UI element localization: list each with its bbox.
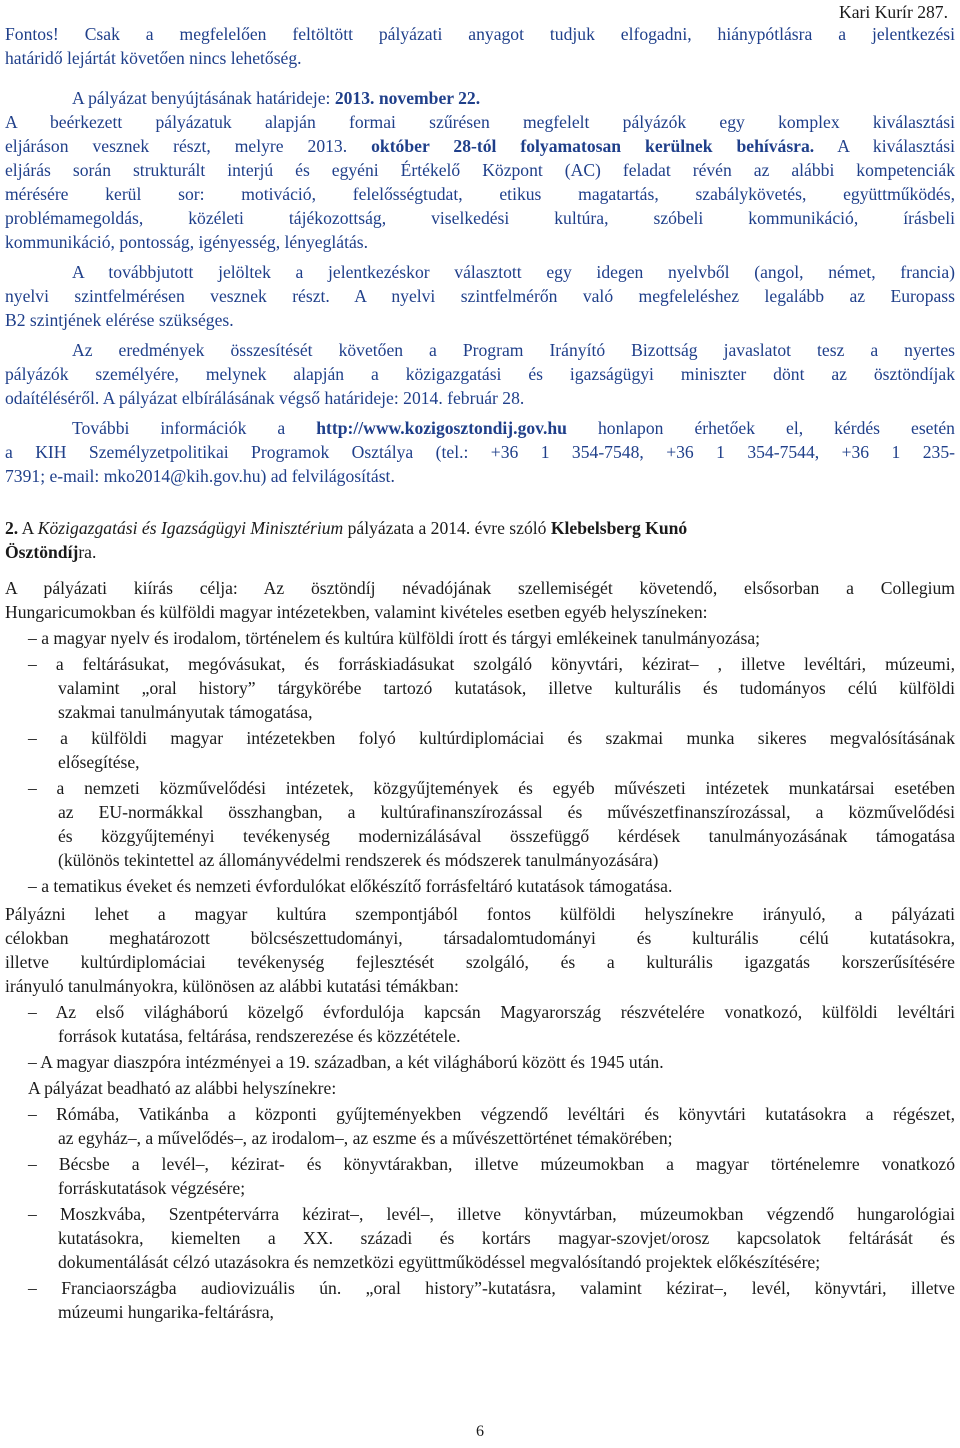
list-item: – Rómába, Vatikánba a központi gyűjteményekben végzendő levéltári és könyvtári kutatásokra a régészet, — [28, 1104, 955, 1124]
list-item: – Bécsbe a levél–, kézirat- és könyvtárakban, illetve múzeumokban a magyar történelemre vonatkozó — [28, 1154, 955, 1174]
list-item: – a külföldi magyar intézetekben folyó kultúrdiplomáciai és szakmai munka sikeres megvalósításának — [28, 728, 955, 748]
text-line: nyelvi szintfelmérésen vesznek részt. A nyelvi szintfelmérőn való megfeleléshez legalább az Europass — [5, 286, 955, 306]
list-item-cont: múzeumi hungarika-feltárásra, — [58, 1302, 274, 1322]
list-item-cont: források kutatása, feltárása, rendszerezése és közzététele. — [58, 1026, 461, 1046]
running-header: Kari Kurír 287. — [839, 2, 948, 22]
deadline-line: A pályázat benyújtásának határideje: 2013. november 22. — [72, 88, 481, 108]
list-item: – a tematikus éveket és nemzeti évfordulókat előkészítő forrásfeltáró kutatások támogatása. — [28, 876, 673, 896]
list-item-cont: forráskutatások végzésére; — [58, 1178, 246, 1198]
list-item-cont: és közgyűjteményi tevékenység modernizálásával összefüggő kérdések tanulmányozásának támogatása — [58, 826, 955, 846]
list-item-cont: kutatásokra, kiemelten a XX. századi és kortárs magyar-szovjet/orosz kapcsolatok feltárását és — [58, 1228, 955, 1248]
text-line: pályázók személyére, melynek alapján a közigazgatási és igazságügyi miniszter dönt az ösztöndíjak — [5, 364, 955, 384]
text-line: Fontos! Csak a megfelelően feltöltött pályázati anyagot tudjuk elfogadni, hiánypótlásra a jelentkezési — [5, 24, 955, 44]
list-item: – Az első világháború közelgő évfordulója kapcsán Magyarország részvételére vonatkozó, külföldi levéltári — [28, 1002, 955, 1022]
text-line: eljárás során strukturált interjú és egyéni Értékelő Központ (AC) feladat révén az alábbi kompetenciák — [5, 160, 955, 180]
section-2-heading-cont: Ösztöndíjra. — [5, 542, 97, 562]
list-item: – a nemzeti közművelődési intézetek, közgyűjtemények és egyéb művészeti intézetek munkatársai esetében — [28, 778, 955, 798]
text-line: Az eredmények összesítését követően a Program Irányító Bizottság javaslatot tesz a nyertes — [72, 340, 955, 360]
text-line: 7391; e-mail: mko2014@kih.gov.hu) ad felvilágosítást. — [5, 466, 395, 486]
list-item-cont: elősegítése, — [58, 752, 140, 772]
text-line: a KIH Személyzetpolitikai Programok Osztálya (tel.: +36 1 354-7548, +36 1 354-7544, +36 1 235- — [5, 442, 955, 462]
text-line: Hungaricumokban és külföldi magyar intézetekben, valamint kivételes esetben egyéb helyszíneken: — [5, 602, 708, 622]
list-item-cont: valamint „oral history” tárgykörébe tartozó kutatások, illetve kulturális és tudományos célú külföldi — [58, 678, 955, 698]
page-number: 6 — [476, 1423, 484, 1440]
text-line: illetve kultúrdiplomáciai tevékenység fejlesztését szolgáló, és a kulturális igazgatás korszerűsítésére — [5, 952, 955, 972]
list-item: – Moszkvába, Szentpétervárra kézirat–, levél–, illetve könyvtárban, múzeumokban végzendő hungarológiai — [28, 1204, 955, 1224]
list-item: – a feltárásukat, megóvásukat, és forráskiadásukat szolgáló könyvtári, kézirat– , illetve levéltári, múzeumi, — [28, 654, 955, 674]
list-item-cont: az EU-normákkal összhangban, a kultúrafinanszírozással és művészetfinanszírozással, a közművelődési — [58, 802, 955, 822]
text-line: célokban meghatározott bölcsészettudományi, társadalomtudományi és kulturális célú kutatásokra, — [5, 928, 955, 948]
text-line: B2 szintjének elérése szükséges. — [5, 310, 234, 330]
text-line: A pályázati kiírás célja: Az ösztöndíj névadójának szellemiségét követendő, elsősorban a Collegium — [5, 578, 955, 598]
list-item-cont: (különös tekintettel az állományvédelmi rendszerek és módszerek tanulmányozására) — [58, 850, 659, 870]
list-item-cont: dokumentálását célzó utazásokra és nemzetközi együttműködéssel megvalósítandó projektek előkészítésére; — [58, 1252, 821, 1272]
text-line: problémamegoldás, közéleti tájékozottság, viselkedési kultúra, szóbeli kommunikáció, írásbeli — [5, 208, 955, 228]
section-2-heading: 2. A Közigazgatási és Igazságügyi Minisztérium pályázata a 2014. évre szóló Klebelsberg Kunó — [5, 518, 688, 538]
text-line: eljáráson vesznek részt, melyre 2013. október 28-tól folyamatosan kerülnek behívásra. A kiválasztási — [5, 136, 955, 156]
list-item-cont: szakmai tanulmányutak támogatása, — [58, 702, 313, 722]
text-line: A továbbjutott jelöltek a jelentkezéskor választott egy idegen nyelvből (angol, német, francia) — [72, 262, 955, 282]
website-link[interactable]: http://www.kozigosztondij.gov.hu — [316, 418, 567, 438]
subheading: A pályázat beadható az alábbi helyszínekre: — [28, 1078, 337, 1098]
text-line: Pályázni lehet a magyar kultúra szempontjából fontos külföldi helyszínekre irányuló, a pályázati — [5, 904, 955, 924]
text-line: kommunikáció, pontosság, igényesség, lényeglátás. — [5, 232, 369, 252]
text-line: odaítéléséről. A pályázat elbírálásának végső határideje: 2014. február 28. — [5, 388, 525, 408]
list-item: – a magyar nyelv és irodalom, történelem és kultúra külföldi írott és tárgyi emlékeinek tanulmányozása; — [28, 628, 761, 648]
text-line: határidő lejártát követően nincs lehetőség. — [5, 48, 302, 68]
text-line: irányuló tanulmányokra, különösen az alábbi kutatási témákban: — [5, 976, 459, 996]
list-item-cont: az egyház–, a művelődés–, az irodalom–, az eszme és a művészettörténet témakörében; — [58, 1128, 673, 1148]
text-line: mérésére kerül sor: motiváció, felelősségtudat, etikus magatartás, szabálykövetés, együttműködés, — [5, 184, 955, 204]
text-line: A beérkezett pályázatuk alapján formai szűrésen megfelelt pályázók egy komplex kiválasztási — [5, 112, 955, 132]
text-line: További információk a http://www.kozigosztondij.gov.hu honlapon érhetőek el, kérdés esetén — [72, 418, 955, 438]
list-item: – A magyar diaszpóra intézményei a 19. században, a két világháború között és 1945 után. — [28, 1052, 664, 1072]
important-label: Fontos! — [5, 24, 59, 44]
list-item: – Franciaországba audiovizuális ún. „oral history”-kutatásra, valamint kézirat–, levél, könyvtári, illetve — [28, 1278, 955, 1298]
